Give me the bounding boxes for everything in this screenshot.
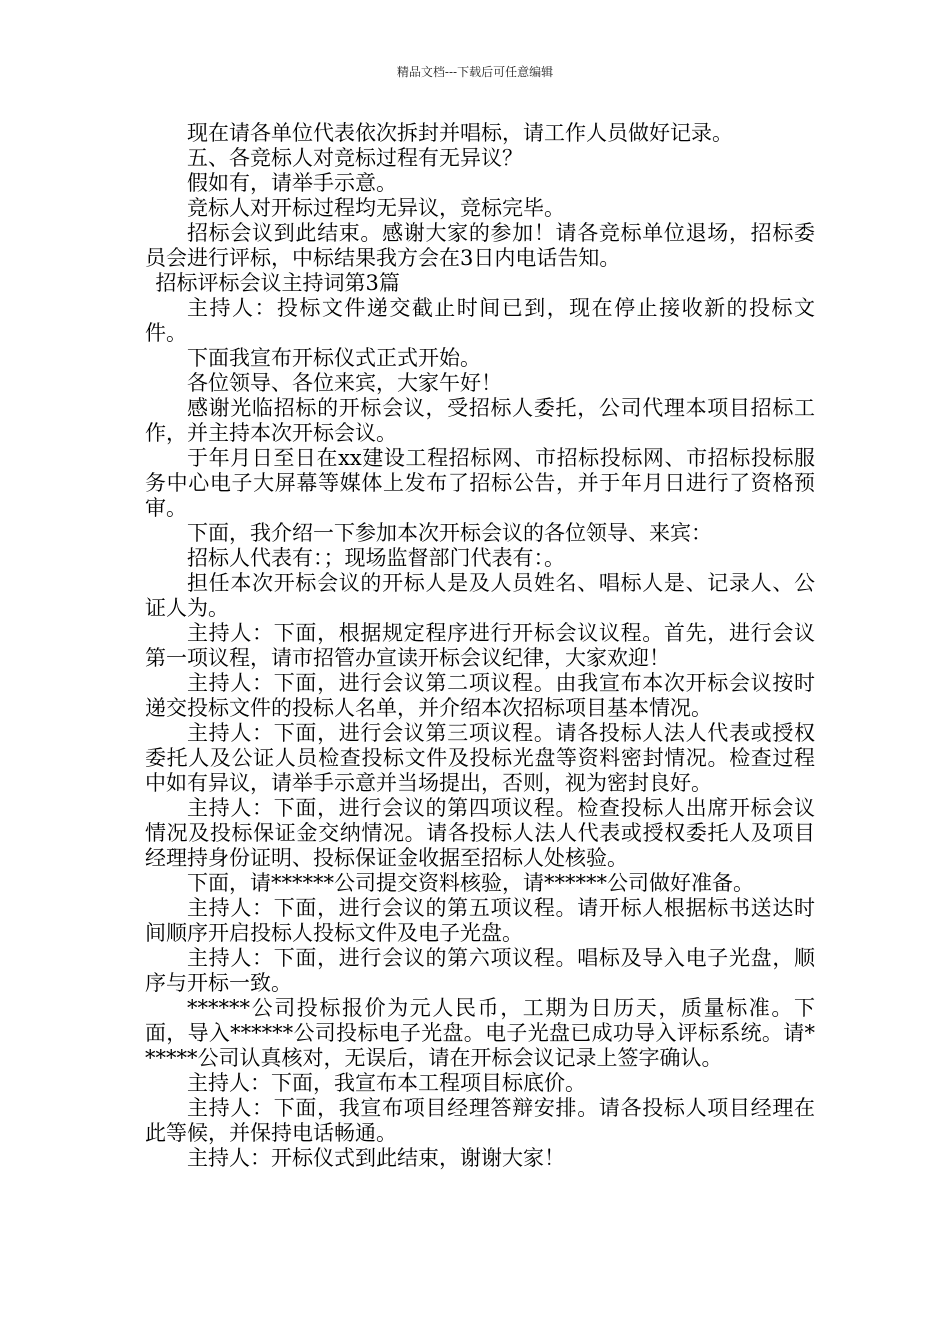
paragraph: 五、各竞标人对竞标过程有无异议？ — [187, 146, 523, 170]
page-header: 精品文档---下载后可任意编辑 — [396, 65, 554, 79]
paragraph: 主持人：下面，我宣布本工程项目标底价。 — [187, 1071, 586, 1095]
paragraph: 主持人：投标文件递交截止时间已到，现在停止接收新的投标文件。 — [145, 296, 815, 345]
paragraph: 现在请各单位代表依次拆封并唱标，请工作人员做好记录。 — [187, 121, 733, 145]
paragraph: 招标人代表有：；现场监督部门代表有：。 — [187, 546, 565, 570]
paragraph: 主持人：下面，根据规定程序进行开标会议议程。首先，进行会议第一项议程，请市招管办宣读开标会议纪律，大家欢迎！ — [145, 621, 815, 670]
paragraph: 假如有，请举手示意。 — [187, 171, 397, 195]
paragraph: 主持人：下面，进行会议的第五项议程。请开标人根据标书送达时间顺序开启投标人投标文件及电子光盘。 — [145, 896, 815, 945]
section-heading: 招标评标会议主持词第3篇 — [155, 271, 400, 295]
paragraph: 感谢光临招标的开标会议，受招标人委托，公司代理本项目招标工作，并主持本次开标会议。 — [145, 396, 815, 445]
paragraph: 招标会议到此结束。感谢大家的参加！请各竞标单位退场，招标委员会进行评标，中标结果我方会在3日内电话告知。 — [145, 221, 815, 270]
paragraph: 主持人：下面，进行会议第二项议程。由我宣布本次开标会议按时递交投标文件的投标人名单，并介绍本次招标项目基本情况。 — [145, 671, 815, 720]
paragraph: 主持人：下面，进行会议第三项议程。请各投标人法人代表或授权委托人及公证人员检查投标文件及投标光盘等资料密封情况。检查过程中如有异议，请举手示意并当场提出，否则，视为密封良好。 — [145, 721, 815, 795]
paragraph: ******公司投标报价为元人民币，工期为日历天，质量标准。下面，导入******公司投标电子光盘。电子光盘已成功导入评标系统。请******公司认真核对，无误后，请在开标会议记录上签字确认。 — [145, 996, 815, 1070]
paragraph: 下面，我介绍一下参加本次开标会议的各位领导、来宾： — [187, 521, 712, 545]
paragraph: 竞标人对开标过程均无异议，竞标完毕。 — [187, 196, 565, 220]
paragraph: 主持人：下面，进行会议的第六项议程。唱标及导入电子光盘，顺序与开标一致。 — [145, 946, 815, 995]
paragraph: 主持人：下面，进行会议的第四项议程。检查投标人出席开标会议情况及投标保证金交纳情况。请各投标人法人代表或授权委托人及项目经理持身份证明、投标保证金收据至招标人处核验。 — [145, 796, 815, 870]
paragraph: 下面，请******公司提交资料核验，请******公司做好准备。 — [187, 871, 754, 895]
document-body — [145, 121, 815, 1171]
paragraph: 主持人：下面，我宣布项目经理答辩安排。请各投标人项目经理在此等候，并保持电话畅通。 — [145, 1096, 815, 1145]
paragraph: 担任本次开标会议的开标人是及人员姓名、唱标人是、记录人、公证人为。 — [145, 571, 815, 620]
paragraph: 主持人：开标仪式到此结束，谢谢大家！ — [187, 1146, 565, 1170]
paragraph: 于年月日至日在xx建设工程招标网、市招标投标网、市招标投标服务中心电子大屏幕等媒体上发布了招标公告，并于年月日进行了资格预审。 — [145, 446, 815, 520]
paragraph: 下面我宣布开标仪式正式开始。 — [187, 346, 481, 370]
paragraph: 各位领导、各位来宾，大家午好！ — [187, 371, 502, 395]
